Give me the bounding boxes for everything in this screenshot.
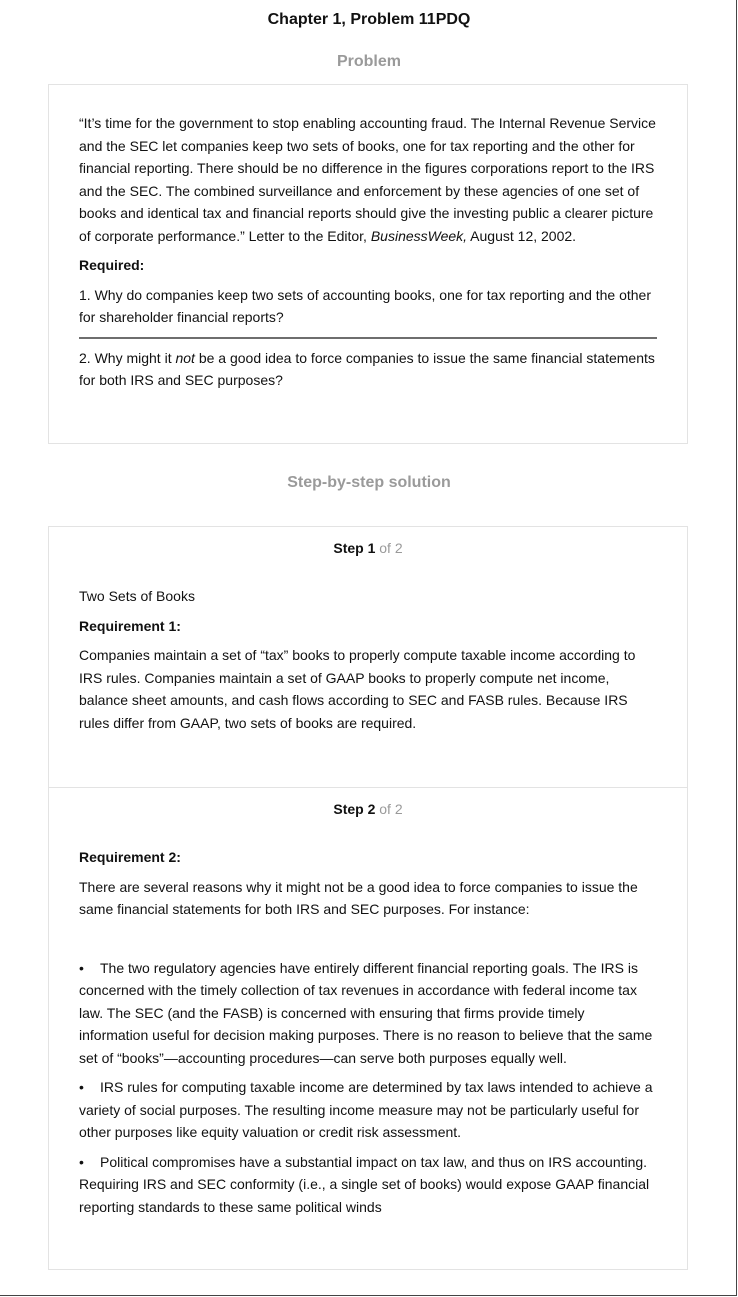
step-1 [49,527,687,787]
step-1-label: Step 1 [333,540,376,556]
list-item-text: The two regulatory agencies have entirely different financial reporting goals. The IRS is concerned with the timely collection of tax revenues in accordance with federal income tax law. The SEC (and the FASB) is concerned with ensuring that firms provide timely information useful for decision making purposes. There is no reason to believe that the same set of “books”—accounting procedures—can serve both purposes equally well. [79,959,653,1066]
step-1-header [49,527,687,558]
list-item-text: IRS rules for computing taxable income are determined by tax laws intended to achieve a variety of social purposes. The resulting income measure may not be particularly useful for other purposes like equity valuation or credit risk assessment. [79,1079,653,1140]
required-label: Required: [79,257,145,273]
step-2 [49,788,687,1218]
step-2-intro: There are several reasons why it might not be a good idea to force companies to issue the same financial statements for both IRS and SEC purposes. For instance: [79,878,638,917]
problem-heading: Problem [336,53,401,70]
bullet-icon: • [79,1153,84,1170]
list-item-text: Political compromises have a substantial impact on tax law, and thus on IRS accounting. Requiring IRS and SEC conformity (i.e., a single set of books) would expose GAAP financial reporting standards to these same political winds [79,1153,650,1215]
step-2-count: of 2 [375,801,403,817]
bullet-icon: • [79,1079,84,1095]
bullet-icon: • [79,959,84,976]
question-1: 1. Why do companies keep two sets of accounting books, one for tax reporting and the other for shareholder financial reports? [79,286,652,325]
step-2-header [49,788,687,819]
problem-card [48,84,688,444]
solution-heading: Step-by-step solution [287,474,451,491]
source-publication: BusinessWeek, [370,227,468,244]
step-2-requirement: Requirement 2: [79,849,181,865]
question-2-post: be a good idea to force companies to issue the same financial statements for both IRS and SEC purposes? [79,349,655,388]
page-title: Chapter 1, Problem 11PDQ [267,11,471,28]
solution-card [48,526,688,1270]
quote-text: “It’s time for the government to stop enabling accounting fraud. The Internal Revenue Service and the SEC let companies keep two sets of books, one for tax reporting and the other for financial reporting. There should be no difference in the figures corporations report to the IRS and the SEC. The combined surveillance and enforcement by these agencies of one set of books and identical tax and financial reports should give the investing public a clearer picture of corporate performance.” Letter to the Editor, [79,115,656,244]
question-2-pre: 2. Why might it [79,349,176,366]
question-2 [79,347,657,392]
step-1-subtitle: Two Sets of Books [79,588,195,604]
step-1-requirement: Requirement 1: [79,617,181,634]
problem-quote [79,112,657,247]
source-date: August 12, 2002. [467,227,577,244]
step-2-label: Step 2 [333,801,376,817]
step-1-body: Companies maintain a set of “tax” books to properly compute taxable income according to IRS rules. Companies maintain a set of GAAP books to properly compute net income, balance sheet amounts, and cash flows according to SEC and FASB rules. Because IRS rules differ from GAAP, two sets of books are required. [79,647,636,731]
question-2-emphasis: not [175,349,195,366]
list-item [79,957,657,1070]
list-item [79,1151,657,1219]
step-1-count: of 2 [375,540,403,556]
list-item [79,1076,657,1144]
question-divider [79,337,657,339]
